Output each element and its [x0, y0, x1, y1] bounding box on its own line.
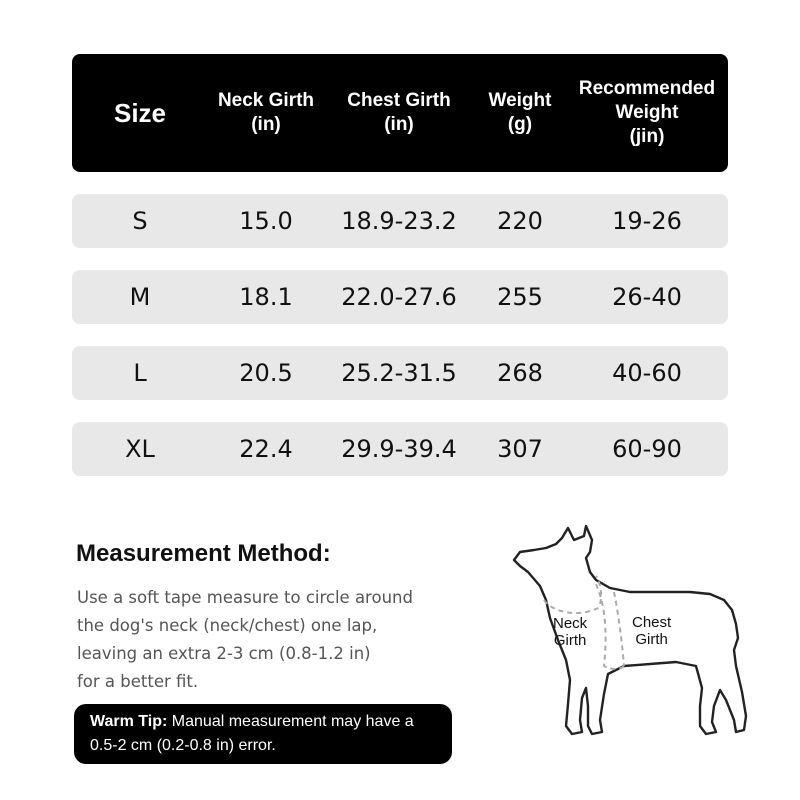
warm-tip-box	[74, 704, 452, 764]
table-row	[72, 270, 728, 324]
cell-recommended-weight: 19-26	[612, 207, 682, 235]
dog-silhouette-icon	[500, 520, 760, 750]
method-line: the dog's neck (neck/chest) one lap,	[77, 616, 378, 635]
size-table-header	[72, 54, 728, 172]
cell-size: S	[132, 207, 148, 235]
cell-chest-girth: 25.2-31.5	[341, 359, 457, 387]
cell-weight: 220	[497, 207, 543, 235]
cell-size: XL	[125, 435, 155, 463]
header-chest-girth: Chest Girth (in)	[347, 90, 451, 135]
table-row	[72, 346, 728, 400]
cell-recommended-weight: 40-60	[612, 359, 682, 387]
cell-chest-girth: 18.9-23.2	[341, 207, 457, 235]
neck-girth-label: Neck Girth	[553, 615, 588, 649]
cell-chest-girth: 22.0-27.6	[341, 283, 457, 311]
method-line: leaving an extra 2-3 cm (0.8-1.2 in)	[77, 644, 371, 663]
header-neck-girth: Neck Girth (in)	[217, 90, 315, 135]
warm-tip-text-line2: 0.5-2 cm (0.2-0.8 in) error.	[90, 737, 276, 754]
header-recommended-weight: Recommended Weight (jin)	[578, 78, 716, 147]
cell-recommended-weight: 60-90	[612, 435, 682, 463]
header-weight: Weight (g)	[488, 90, 552, 135]
warm-tip-text: Manual measurement may have a	[167, 713, 414, 730]
method-line: Use a soft tape measure to circle around	[77, 588, 413, 607]
cell-size: M	[129, 283, 151, 311]
measurement-method-title: Measurement Method:	[76, 540, 331, 567]
table-row	[72, 422, 728, 476]
cell-neck-girth: 22.4	[239, 435, 293, 463]
chest-girth-label: Chest Girth	[632, 614, 672, 648]
cell-neck-girth: 15.0	[239, 207, 293, 235]
cell-neck-girth: 20.5	[239, 359, 293, 387]
header-size: Size	[113, 98, 167, 128]
cell-recommended-weight: 26-40	[612, 283, 682, 311]
method-line: for a better fit.	[77, 672, 199, 691]
cell-weight: 307	[497, 435, 543, 463]
cell-weight: 255	[497, 283, 543, 311]
cell-size: L	[133, 359, 147, 387]
table-row	[72, 194, 728, 248]
cell-neck-girth: 18.1	[239, 283, 293, 311]
warm-tip-label: Warm Tip:	[90, 713, 168, 730]
cell-chest-girth: 29.9-39.4	[341, 435, 457, 463]
cell-weight: 268	[497, 359, 543, 387]
measurement-method-text	[77, 584, 427, 696]
